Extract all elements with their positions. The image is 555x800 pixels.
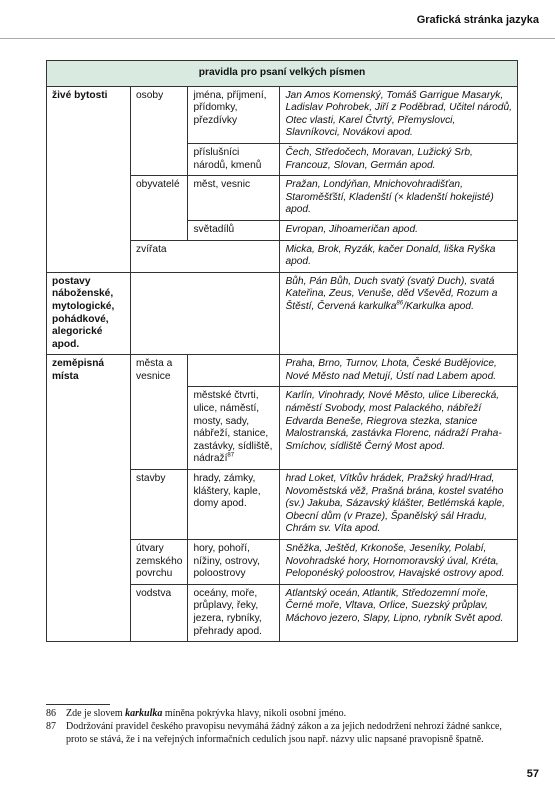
examples-cell: Karlín, Vinohrady, Nové Město, ulice Liberecká, náměstí Svobody, most Palackého, nábřeží Edvarda Beneše, Riegrova stezka, stanice Malostranská, zastávka Florenc, nádraží Praha-Smíchov, sídliště Černý Most apod. [280, 387, 518, 470]
subcategory-cell: města a vesnice [131, 355, 188, 470]
examples-cell: Micka, Brok, Ryzák, kačer Donald, liška Ryška apod. [280, 240, 518, 272]
type-cell: světadílů [188, 220, 280, 240]
table-header-row [47, 61, 518, 87]
footnotes [46, 707, 518, 746]
footnote-number: 87 [46, 721, 56, 732]
running-head: Grafická stránka jazyka [416, 14, 539, 26]
examples-cell: Čech, Středočech, Moravan, Lužický Srb, Francouz, Slovan, Germán apod. [280, 143, 518, 175]
empty-cell [131, 272, 280, 355]
type-cell: hory, pohoří, nížiny, ostrovy, poloostrovy [188, 540, 280, 585]
empty-cell [188, 355, 280, 387]
page-number: 57 [526, 768, 539, 780]
examples-cell: Bůh, Pán Bůh, Duch svatý (svatý Duch), svatá Kateřina, Zeus, Venuše, děd Vševěd, Rozum a Štěstí, Červená karkulka$^{86}$/Karkulka apod. [280, 272, 518, 355]
footnote-ref: 87 [227, 453, 235, 460]
examples-cell: Praha, Brno, Turnov, Lhota, České Budějovice, Nové Město nad Metují, Ústí nad Labem apod. [280, 355, 518, 387]
type-cell: městské čtvrti, ulice, náměstí, mosty, sady, nábřeží, stanice, zastávky, sídliště, nádraží$^{87}$ [188, 387, 280, 470]
footnote-text: Dodržování pravidel českého pravopisu nevymáhá žádný zákon a za jejich nedodržení nehrozí žádné sankce, proto se stává, že i na veřejných informačních cedulích jsou např. názvy ulic napsané pravopisně špatně. [66, 721, 502, 745]
category-cell: postavy náboženské, mytologické, pohádkové, alegorické apod. [47, 272, 131, 355]
subcategory-cell: vodstva [131, 584, 188, 641]
examples-cell: hrad Loket, Vítkův hrádek, Pražský hrad/Hrad, Novoměstská věž, Prašná brána, kostel svatého (sv.) Jakuba, Sázavský klášter, Betlémská kaple, Obecní dům (v Praze), Španělský sál Hradu, Chrám sv. Víta apod. [280, 470, 518, 540]
category-cell: živé bytosti [47, 86, 131, 272]
table-row [47, 355, 518, 387]
examples-cell: Jan Amos Komenský, Tomáš Garrigue Masaryk, Ladislav Pohrobek, Jiří z Poděbrad, Učitel národů, Otec vlasti, Karel Čtvrtý, Přemyslovci, Slavníkovci, Novákovi apod. [280, 86, 518, 143]
type-cell: oceány, moře, průplavy, řeky, jezera, rybníky, přehrady apod. [188, 584, 280, 641]
type-cell: měst, vesnic [188, 176, 280, 221]
type-cell: hrady, zámky, kláštery, kaple, domy apod. [188, 470, 280, 540]
table-row [47, 272, 518, 355]
subcategory-cell: osoby [131, 86, 188, 176]
footnote-number: 86 [46, 708, 56, 719]
examples-cell: Sněžka, Ještěd, Krkonoše, Jeseníky, Polabí, Novohradské hory, Hornomoravský úval, Kréta, Peloponéský poloostrov, Havajské ostrovy apod. [280, 540, 518, 585]
capitalization-rules-table [46, 60, 518, 642]
footnote-ref: 86 [396, 300, 404, 307]
examples-cell: Pražan, Londýňan, Mnichovohradišťan, Staroměšťští, Kladenští (× kladenští hokejisté) apod. [280, 176, 518, 221]
footnote-87 [46, 720, 518, 746]
examples-cell: Evropan, Jihoameričan apod. [280, 220, 518, 240]
table-title: pravidla pro psaní velkých písmen [47, 61, 518, 87]
footnote-rule [46, 704, 110, 705]
subcategory-cell: zvířata [131, 240, 280, 272]
subcategory-cell: stavby [131, 470, 188, 540]
examples-cell: Atlantský oceán, Atlantik, Středozemní moře, Černé moře, Vltava, Orlice, Suezský průplav, Máchovo jezero, Slapy, Lipno, rybník Svět apod. [280, 584, 518, 641]
subcategory-cell: obyvatelé [131, 176, 188, 240]
footnote-86: 86 Zde je slovem karkulka míněna pokrývka hlavy, nikoli osobní jméno. [46, 708, 347, 719]
header-rule [0, 38, 555, 39]
category-cell: zeměpisná místa [47, 355, 131, 642]
type-cell: příslušníci národů, kmenů [188, 143, 280, 175]
type-cell: jména, příjmení, přídomky, přezdívky [188, 86, 280, 143]
subcategory-cell: útvary zemského povrchu [131, 540, 188, 585]
table-row [47, 86, 518, 143]
